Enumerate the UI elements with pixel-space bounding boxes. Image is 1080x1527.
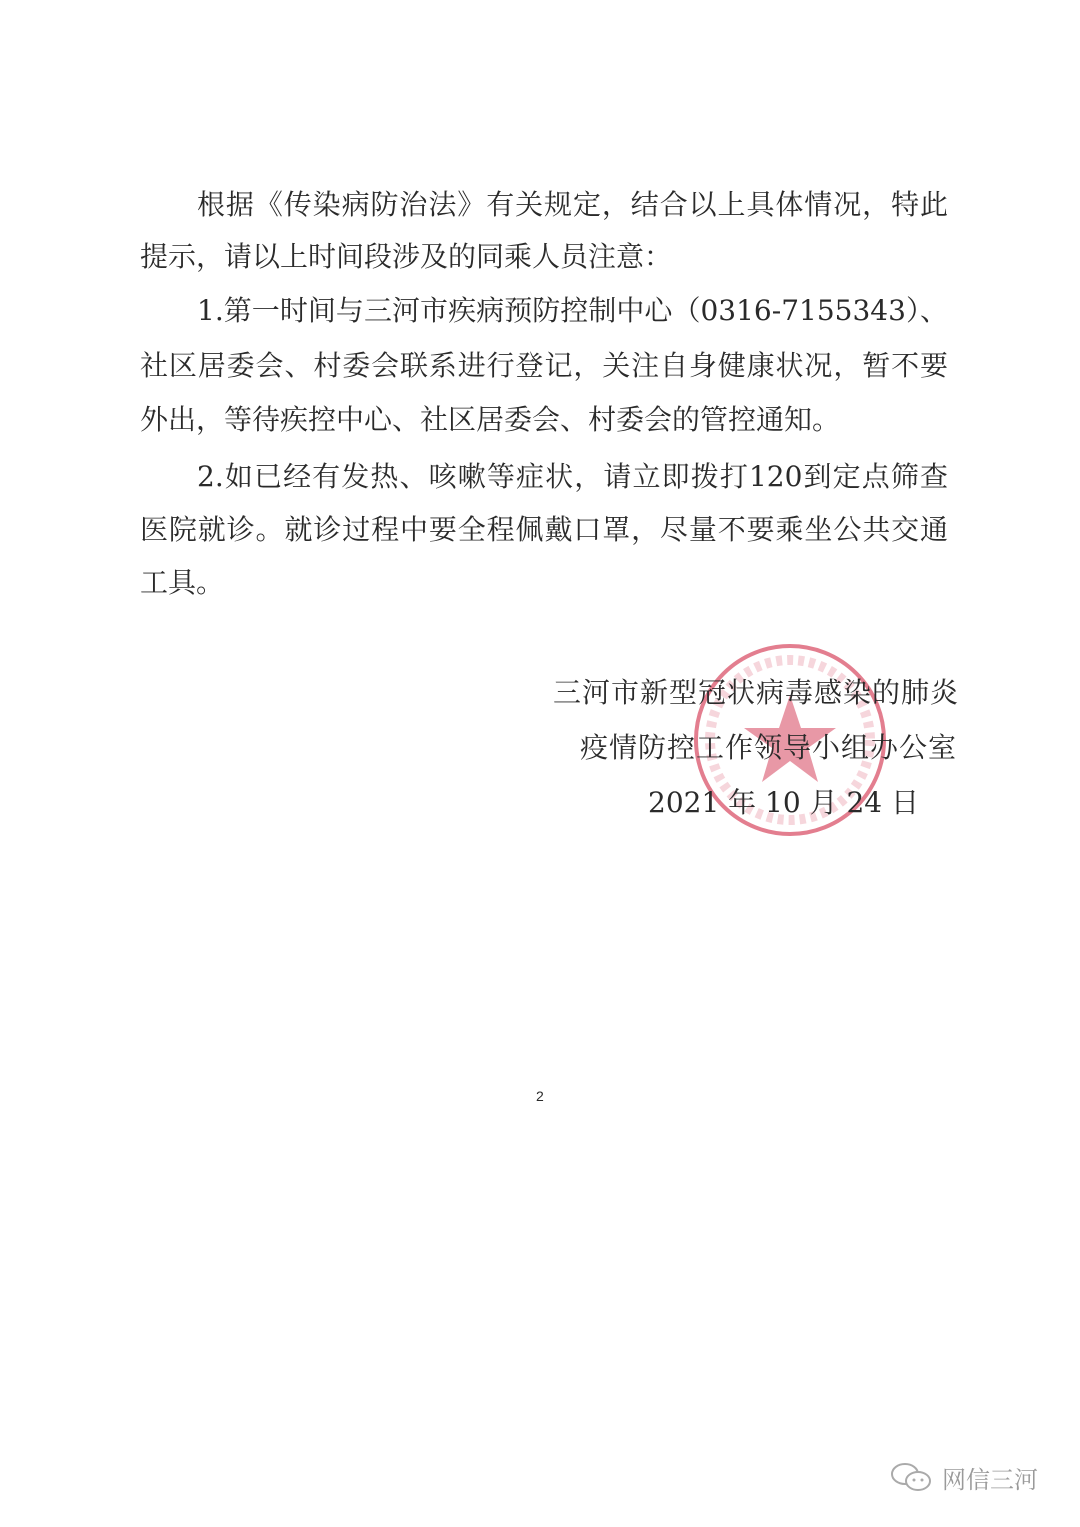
watermark-text: 网信三河	[942, 1466, 1038, 1494]
wechat-icon	[890, 1462, 934, 1494]
paragraph-line: 根据《传染病防治法》有关规定，结合以上具体情况，特此	[197, 188, 948, 221]
paragraph-line: 医院就诊。就诊过程中要全程佩戴口罩，尽量不要乘坐公共交通	[140, 513, 948, 546]
paragraph-line: 外出，等待疾控中心、社区居委会、村委会的管控通知。	[140, 403, 841, 436]
paragraph-line: 社区居委会、村委会联系进行登记，关注自身健康状况，暂不要	[140, 349, 948, 382]
paragraph-line: 2.如已经有发热、咳嗽等症状，请立即拨打120到定点筛查	[197, 460, 948, 493]
issuer-name-line1: 三河市新型冠状病毒感染的肺炎	[553, 676, 960, 709]
paragraph-line: 工具。	[140, 566, 225, 599]
issuer-name-line2: 疫情防控工作领导小组办公室	[580, 731, 958, 764]
paragraph-line: 1.第一时间与三河市疾病预防控制中心（0316-7155343）、	[197, 294, 948, 327]
issue-date: 2021 年 10 月 24 日	[648, 786, 920, 819]
paragraph-line: 提示，请以上时间段涉及的同乘人员注意：	[140, 240, 673, 273]
watermark	[890, 1460, 1038, 1495]
page-number: 2	[536, 1088, 544, 1104]
